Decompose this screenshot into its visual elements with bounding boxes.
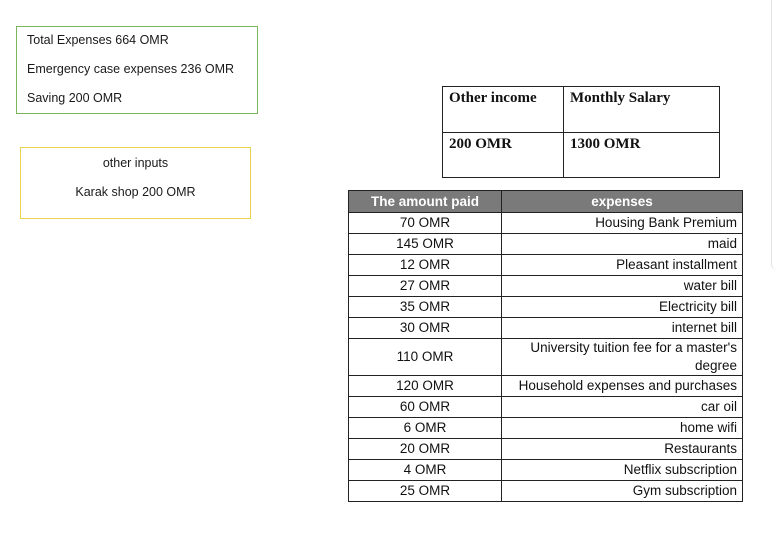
other-inputs-title: other inputs — [102, 156, 169, 170]
header-amount-paid: The amount paid — [349, 191, 502, 213]
amount-cell: 110 OMR — [349, 339, 502, 376]
income-value-salary: 1300 OMR — [564, 133, 720, 178]
table-row — [349, 234, 743, 255]
amount-cell: 6 OMR — [349, 418, 502, 439]
expense-cell: home wifi — [502, 418, 743, 439]
income-header-salary: Monthly Salary — [564, 87, 720, 133]
amount-cell: 30 OMR — [349, 318, 502, 339]
header-expenses: expenses — [502, 191, 743, 213]
amount-cell: 120 OMR — [349, 376, 502, 397]
table-row — [349, 318, 743, 339]
table-row — [349, 339, 743, 376]
table-row — [349, 460, 743, 481]
table-row — [349, 213, 743, 234]
amount-cell: 20 OMR — [349, 439, 502, 460]
table-row — [349, 255, 743, 276]
total-expenses-text: Total Expenses 664 OMR — [27, 33, 169, 47]
expense-cell: Gym subscription — [502, 481, 743, 502]
income-table — [442, 86, 720, 178]
table-row — [349, 276, 743, 297]
table-row — [349, 481, 743, 502]
table-row — [349, 376, 743, 397]
expense-cell: University tuition fee for a master's degree — [502, 339, 743, 376]
scrollbar-edge — [771, 0, 778, 270]
emergency-expenses-text: Emergency case expenses 236 OMR — [27, 62, 235, 76]
expense-cell: Household expenses and purchases — [502, 376, 743, 397]
amount-cell: 12 OMR — [349, 255, 502, 276]
amount-cell: 27 OMR — [349, 276, 502, 297]
expense-cell: Electricity bill — [502, 297, 743, 318]
expense-cell: water bill — [502, 276, 743, 297]
expense-cell: Housing Bank Premium — [502, 213, 743, 234]
income-header-other: Other income — [443, 87, 564, 133]
amount-cell: 35 OMR — [349, 297, 502, 318]
expense-cell: internet bill — [502, 318, 743, 339]
expense-cell: Pleasant installment — [502, 255, 743, 276]
expense-summary-box — [16, 26, 258, 114]
table-row — [349, 439, 743, 460]
saving-text: Saving 200 OMR — [27, 91, 123, 105]
table-row — [349, 418, 743, 439]
amount-cell: 70 OMR — [349, 213, 502, 234]
expenses-table — [348, 190, 743, 502]
expense-cell: Netflix subscription — [502, 460, 743, 481]
amount-cell: 145 OMR — [349, 234, 502, 255]
table-row — [349, 397, 743, 418]
amount-cell: 4 OMR — [349, 460, 502, 481]
amount-cell: 60 OMR — [349, 397, 502, 418]
expense-cell: maid — [502, 234, 743, 255]
karak-shop-text: Karak shop 200 OMR — [75, 185, 196, 199]
expense-cell: Restaurants — [502, 439, 743, 460]
income-value-other: 200 OMR — [443, 133, 564, 178]
amount-cell: 25 OMR — [349, 481, 502, 502]
table-row — [349, 297, 743, 318]
other-inputs-box — [20, 147, 251, 219]
expense-cell: car oil — [502, 397, 743, 418]
